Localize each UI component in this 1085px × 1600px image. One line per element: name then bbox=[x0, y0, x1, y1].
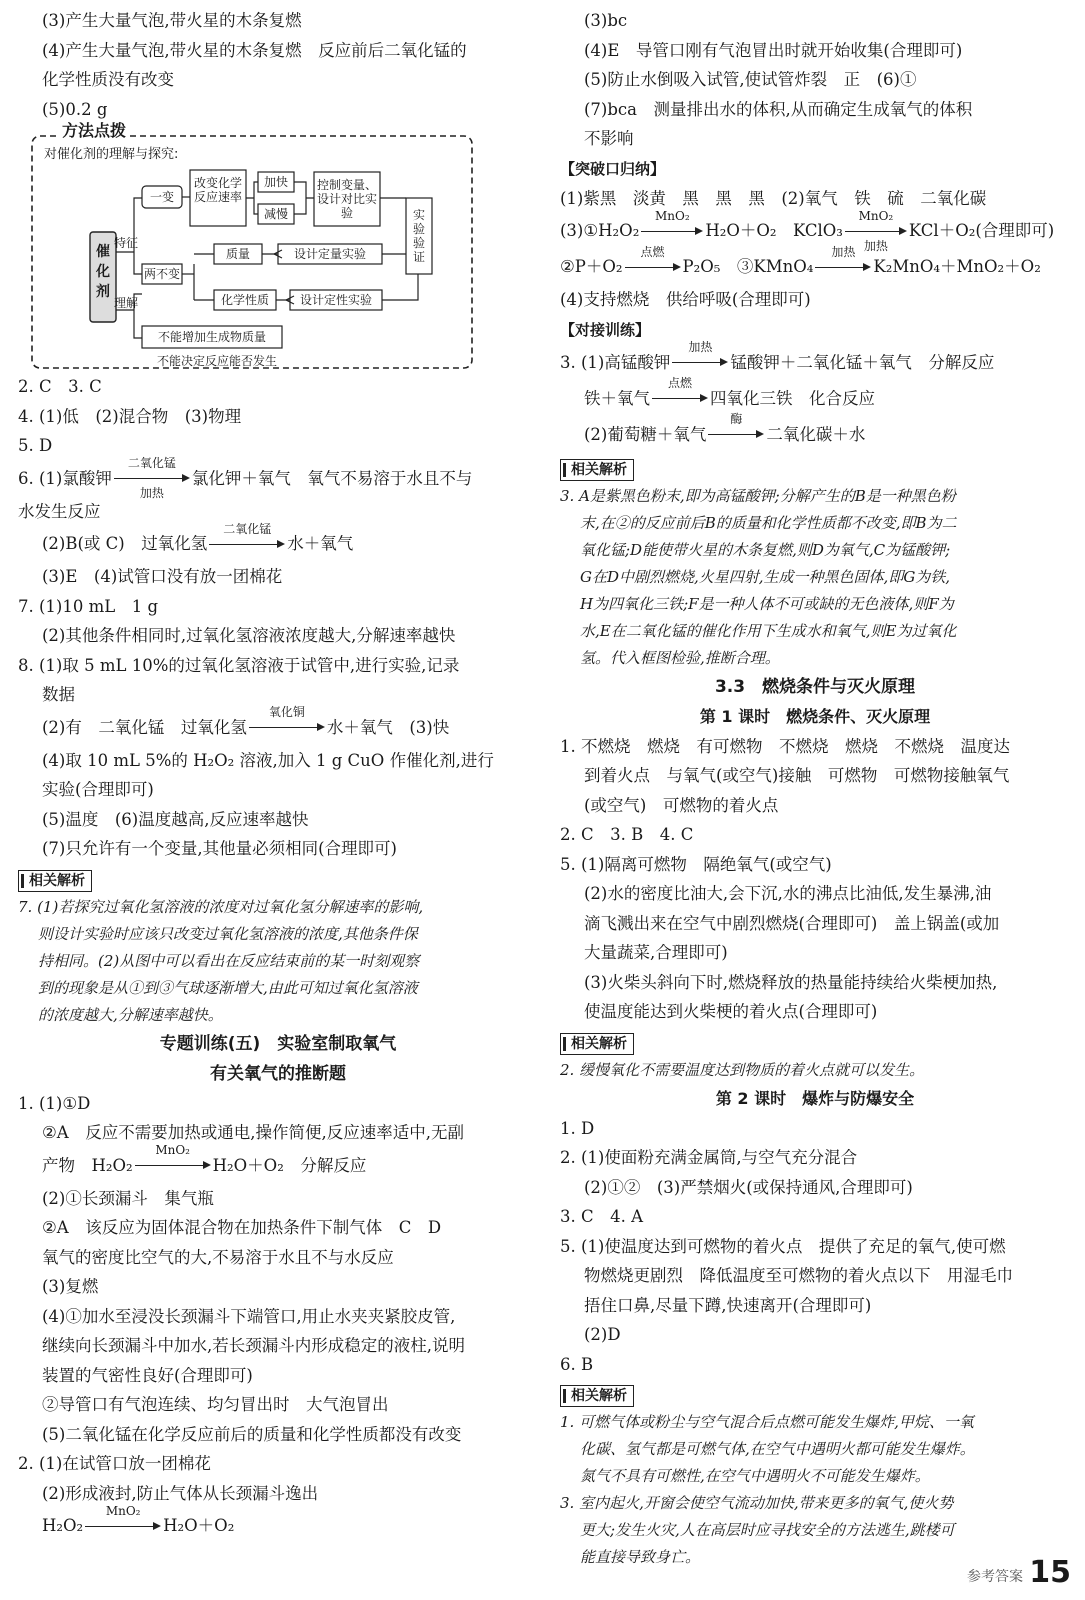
eq-text: 产物 H₂O₂ bbox=[42, 1155, 133, 1175]
feature-label: 特征 bbox=[114, 236, 139, 250]
note-line: 氢。代入框图检验,推断合理。 bbox=[580, 648, 780, 667]
answer-line: 5. (1)使温度达到可燃物的着火点 提供了充足的氧气,使可燃 bbox=[560, 1236, 1006, 1256]
answer-line: (4)E 导管口刚有气泡冒出时就开始收集(合理即可) bbox=[584, 40, 963, 60]
method-intro: 对催化剂的理解与探究: bbox=[44, 147, 179, 162]
answer-line: 3. C 4. A bbox=[560, 1207, 644, 1226]
answer-line: 1. (1)①D bbox=[18, 1093, 91, 1113]
arrow-condition: 氧化铜 bbox=[268, 705, 305, 719]
footer-label: 参考答案 bbox=[967, 1569, 1023, 1585]
answer-line: 1. D bbox=[560, 1118, 595, 1138]
answer-line: 水发生反应 bbox=[18, 501, 101, 521]
answer-line: (2)①长颈漏斗 集气瓶 bbox=[42, 1188, 214, 1208]
catalyst-label: 催化剂 bbox=[96, 244, 110, 300]
answer-line: ②A 该反应为固体混合物在加热条件下制气体 C D bbox=[42, 1218, 442, 1237]
note-line: 末,在②的反应前后B的质量和化学性质都不改变,即B为二 bbox=[580, 513, 957, 532]
change-rate: 改变化学反应速率 bbox=[193, 176, 242, 204]
reaction-arrow bbox=[641, 208, 703, 239]
answer-line: 大量蔬菜,合理即可) bbox=[584, 943, 728, 962]
answer-line: 数据 bbox=[42, 685, 75, 704]
answer-line: (或空气) 可燃物的着火点 bbox=[584, 795, 779, 815]
eq-text: (2)葡萄糖＋氧气 bbox=[584, 424, 707, 444]
note-line: 到的现象是从①到③气球逐渐增大,由此可知过氧化氢溶液 bbox=[38, 978, 418, 997]
chem-prop-label: 化学性质 bbox=[220, 293, 269, 307]
answer-line: 2. C 3. B 4. C bbox=[560, 825, 694, 844]
answer-line: 1. 不燃烧 燃烧 有可燃物 不燃烧 燃烧 不燃烧 温度达 bbox=[560, 736, 1010, 756]
reaction-arrow bbox=[708, 412, 764, 442]
note-line: 则设计实验时应该只改变过氧化氢溶液的浓度,其他条件保 bbox=[38, 924, 418, 943]
note-line: 化碳、氢气都是可燃气体,在空气中遇明火都可能发生爆炸。 bbox=[580, 1440, 975, 1458]
answer-line: 氧气的密度比空气的大,不易溶于水且不与水反应 bbox=[42, 1247, 394, 1267]
reaction-arrow bbox=[85, 1503, 161, 1534]
note-line: G在D中剧烈燃烧,火星四射,生成一种黑色固体,即G为铁, bbox=[580, 567, 951, 586]
equation-line bbox=[560, 340, 1070, 381]
reaction-arrow bbox=[114, 456, 190, 500]
eq-text: 6. (1)氯酸钾 bbox=[18, 468, 112, 488]
arrow-condition: 加热 bbox=[139, 486, 164, 500]
answer-line: (4)取 10 mL 5%的 H₂O₂ 溶液,加入 1 g CuO 作催化剂,进行 bbox=[42, 750, 494, 770]
answer-line: 使温度能达到火柴梗的着火点(合理即可) bbox=[584, 1002, 878, 1021]
note-line: 3. 室内起火,开窗会使空气流动加快,带来更多的氧气,使火势 bbox=[560, 1494, 954, 1512]
note-line: H为四氧化三铁;F是一种人体不可或缺的无色液体,则F为 bbox=[580, 594, 954, 613]
arrow-condition: MnO₂ bbox=[858, 208, 894, 223]
answer-line: (7)bca 测量排出水的体积,从而确定生成氧气的体积 bbox=[584, 99, 973, 119]
answer-line: 6. B bbox=[560, 1354, 594, 1374]
arrow-condition: 二氧化锰 bbox=[127, 456, 176, 470]
arrow-condition: 点燃 bbox=[640, 244, 665, 259]
no-increase-label: 不能增加生成物质量 bbox=[157, 330, 266, 344]
arrow-condition: MnO₂ bbox=[654, 208, 690, 223]
note-line: 氧化锰;D能使带火星的木条复燃,则D为氧气,C为锰酸钾; bbox=[580, 540, 951, 559]
answer-line: (3)E (4)试管口没有放一团棉花 bbox=[42, 567, 283, 586]
arrow-condition: 加热 bbox=[831, 244, 856, 259]
arrow-condition: 酶 bbox=[730, 412, 743, 426]
related-analysis-tag: 相关解析 bbox=[560, 459, 634, 481]
related-analysis-tag: 相关解析 bbox=[18, 870, 92, 892]
one-change: 一变 bbox=[149, 190, 174, 204]
arrow-condition: MnO₂ bbox=[105, 1503, 141, 1518]
two-no-change: 两不变 bbox=[143, 267, 180, 281]
reaction-arrow bbox=[845, 208, 907, 253]
eq-text: 四氧化三铁 化合反应 bbox=[710, 388, 875, 408]
equation-line bbox=[18, 521, 538, 562]
reaction-arrow bbox=[625, 244, 681, 275]
reaction-arrow bbox=[672, 340, 728, 370]
method-box bbox=[18, 121, 538, 372]
no-decide-label: 不能决定反应能否发生 bbox=[156, 354, 277, 368]
answer-line: 2. (1)使面粉充满金属筒,与空气充分混合 bbox=[560, 1148, 858, 1167]
answer-line: 8. (1)取 5 mL 10%的过氧化氢溶液于试管中,进行实验,记录 bbox=[18, 655, 460, 675]
answer-line: (5)二氧化锰在化学反应前后的质量和化学性质都没有改变 bbox=[42, 1424, 462, 1444]
quant-exp-label: 设计定量实验 bbox=[293, 247, 366, 261]
analysis-note bbox=[18, 894, 538, 1029]
section-title: 3.3 燃烧条件与灭火原理 bbox=[714, 676, 916, 697]
reaction-arrow bbox=[135, 1143, 211, 1173]
reaction-arrow bbox=[209, 521, 285, 552]
note-line: 3. A是紫黑色粉末,即为高锰酸钾;分解产生的B是一种黑色粉 bbox=[560, 486, 956, 505]
lesson-title: 第 2 课时 爆炸与防爆安全 bbox=[715, 1088, 915, 1108]
lesson-title: 第 1 课时 燃烧条件、灭火原理 bbox=[699, 706, 931, 726]
analysis-note: 2. 缓慢氧化不需要温度达到物质的着火点就可以发生。 bbox=[560, 1060, 925, 1079]
answer-line: 2. C 3. C bbox=[18, 377, 102, 396]
page-number: 15 bbox=[1029, 1555, 1071, 1590]
answer-line: 4. (1)低 (2)混合物 (3)物理 bbox=[18, 406, 242, 426]
answer-line: 7. (1)10 mL 1 g bbox=[18, 596, 159, 616]
answer-line: 2. (1)在试管口放一团棉花 bbox=[18, 1454, 211, 1473]
qual-exp-label: 设计定性实验 bbox=[299, 293, 372, 307]
eq-text: H₂O＋O₂ KClO₃ bbox=[705, 221, 843, 240]
analysis-note bbox=[560, 1409, 1070, 1571]
equation-line bbox=[18, 456, 538, 500]
answer-line: 滴飞溅出来在空气中剧烈燃烧(合理即可) 盖上锅盖(或加 bbox=[584, 913, 1000, 933]
eq-text: (3)①H₂O₂ bbox=[560, 221, 640, 240]
answer-line: (4)支持燃烧 供给呼吸(合理即可) bbox=[560, 290, 811, 309]
answer-line: (2)水的密度比油大,会下沉,水的沸点比油低,发生暴沸,油 bbox=[584, 884, 992, 903]
note-line: 氮气不具有可燃性,在空气中遇明火不可能发生爆炸。 bbox=[580, 1467, 930, 1485]
eq-text: 铁＋氧气 bbox=[584, 388, 650, 408]
answer-line: (1)紫黑 淡黄 黑 黑 黑 (2)氧气 铁 硫 二氧化碳 bbox=[560, 188, 987, 208]
eq-text: KCl＋O₂(合理即可) bbox=[908, 221, 1055, 240]
eq-text: 二氧化碳＋水 bbox=[766, 424, 866, 444]
answer-line: 到着火点 与氧气(或空气)接触 可燃物 可燃物接触氧气 bbox=[584, 766, 1010, 785]
equation-line bbox=[18, 705, 538, 746]
eq-text: K₂MnO₄＋MnO₂＋O₂ bbox=[873, 257, 1041, 276]
answer-line: 实验(合理即可) bbox=[42, 780, 154, 799]
understand-label: 理解 bbox=[114, 296, 139, 310]
mass-label: 质量 bbox=[225, 247, 250, 261]
equation-line bbox=[560, 244, 1070, 285]
answer-line: 捂住口鼻,尽量下蹲,快速离开(合理即可) bbox=[584, 1295, 872, 1315]
arrow-condition: 点燃 bbox=[667, 376, 692, 390]
eq-text: H₂O＋O₂ 分解反应 bbox=[212, 1155, 367, 1175]
eq-text: 氯化钾＋氧气 氧气不易溶于水且不与 bbox=[191, 468, 473, 488]
left-column bbox=[18, 6, 538, 1544]
eq-text: 水＋氧气 (3)快 bbox=[326, 717, 450, 737]
equation-line bbox=[18, 1143, 538, 1184]
arrow-condition: 二氧化锰 bbox=[223, 521, 272, 536]
link-training-heading: 【对接训练】 bbox=[560, 320, 651, 339]
answer-line: (3)bc bbox=[584, 11, 628, 30]
section-title: 专题训练(五) 实验室制取氧气 bbox=[159, 1033, 397, 1054]
eq-text: P₂O₅ ③KMnO₄ bbox=[682, 257, 814, 276]
answer-line: 物燃烧更剧烈 降低温度至可燃物的着火点以下 用湿毛巾 bbox=[584, 1266, 1013, 1285]
method-title: 方法点拨 bbox=[58, 124, 130, 138]
eq-text: 3. (1)高锰酸钾 bbox=[560, 352, 671, 372]
answer-line: (5)0.2 g bbox=[42, 99, 108, 119]
note-line: 持相同。(2)从图中可以看出在反应结束前的某一时刻观察 bbox=[38, 951, 420, 970]
eq-text: (2)有 二氧化锰 过氧化氢 bbox=[42, 717, 247, 737]
note-line: 能直接导致身亡。 bbox=[580, 1548, 701, 1566]
answer-line: (2)形成液封,防止气体从长颈漏斗逸出 bbox=[42, 1483, 319, 1503]
related-analysis-tag: 相关解析 bbox=[560, 1385, 634, 1407]
answer-line: (2)D bbox=[584, 1325, 621, 1344]
answer-line: (2)①② (3)严禁烟火(或保持通风,合理即可) bbox=[584, 1177, 913, 1197]
answer-line: 不影响 bbox=[584, 129, 634, 148]
answer-line: 5. (1)隔离可燃物 隔绝氧气(或空气) bbox=[560, 854, 832, 874]
arrow-condition: 加热 bbox=[688, 340, 713, 354]
right-column bbox=[560, 6, 1070, 1571]
related-analysis-tag: 相关解析 bbox=[560, 1033, 634, 1055]
section-subtitle: 有关氧气的推断题 bbox=[210, 1063, 346, 1084]
arrow-condition: MnO₂ bbox=[155, 1143, 190, 1157]
speed-up: 加快 bbox=[263, 175, 288, 189]
note-line: 的浓度越大,分解速率越快。 bbox=[38, 1005, 223, 1024]
experiment-verify: 实验验证 bbox=[412, 208, 425, 264]
answer-line: (2)其他条件相同时,过氧化氢溶液浓度越大,分解速率越快 bbox=[42, 626, 456, 645]
equation-line bbox=[18, 1503, 538, 1544]
answer-line: 继续向长颈漏斗中加水,若长颈漏斗内形成稳定的液柱,说明 bbox=[42, 1336, 465, 1355]
answer-line: (7)只允许有一个变量,其他量必须相同(合理即可) bbox=[42, 839, 397, 858]
answer-line: (3)产生大量气泡,带火星的木条复燃 bbox=[42, 11, 302, 30]
eq-text: 水＋氧气 bbox=[287, 534, 354, 553]
answer-line: ②导管口有气泡连续、均匀冒出时 大气泡冒出 bbox=[42, 1395, 389, 1414]
eq-text: H₂O₂ bbox=[42, 1516, 84, 1535]
answer-line: (5)温度 (6)温度越高,反应速率越快 bbox=[42, 809, 309, 829]
answer-line: 化学性质没有改变 bbox=[42, 70, 174, 89]
eq-text: H₂O＋O₂ bbox=[163, 1516, 235, 1535]
eq-text: 锰酸钾＋二氧化锰＋氧气 分解反应 bbox=[730, 352, 995, 372]
answer-line: (3)火柴头斜向下时,燃烧释放的热量能持续给火柴梗加热, bbox=[584, 972, 998, 992]
breakthrough-heading: 【突破口归纳】 bbox=[560, 159, 666, 178]
note-line: 更大;发生火灾,人在高层时应寻找安全的方法逃生,跳楼可 bbox=[580, 1521, 955, 1539]
equation-line bbox=[560, 376, 1070, 417]
eq-text: (2)B(或 C) 过氧化氢 bbox=[42, 534, 208, 553]
answer-line: ②A 反应不需要加热或通电,操作简便,反应速率适中,无副 bbox=[42, 1123, 464, 1142]
control-variables: 控制变量、设计对比实验 bbox=[316, 178, 377, 220]
note-line: 1. 可燃气体或粉尘与空气混合后点燃可能发生爆炸,甲烷、一氧 bbox=[560, 1413, 974, 1431]
answer-line: (3)复燃 bbox=[42, 1277, 99, 1296]
note-line: 7. (1)若探究过氧化氢溶液的浓度对过氧化氢分解速率的影响, bbox=[18, 897, 424, 916]
analysis-note bbox=[560, 483, 1070, 672]
slow-down: 减慢 bbox=[263, 207, 288, 221]
answer-line: 装置的气密性良好(合理即可) bbox=[42, 1365, 253, 1385]
note-line: 水,E在二氧化锰的催化作用下生成水和氧气,则E为过氧化 bbox=[580, 621, 957, 640]
reaction-arrow bbox=[652, 376, 708, 406]
reaction-arrow bbox=[249, 705, 325, 735]
equation-line bbox=[560, 412, 1070, 453]
answer-line: (4)①加水至浸没长颈漏斗下端管口,用止水夹夹紧胶皮管, bbox=[42, 1306, 456, 1326]
answer-line: (5)防止水倒吸入试管,使试管炸裂 正 (6)① bbox=[584, 70, 917, 89]
answer-line: (4)产生大量气泡,带火星的木条复燃 反应前后二氧化锰的 bbox=[42, 40, 467, 60]
answer-line: 5. D bbox=[18, 436, 53, 455]
arrow-condition: 加热 bbox=[863, 238, 888, 253]
reaction-arrow bbox=[815, 244, 871, 275]
eq-text: ②P＋O₂ bbox=[560, 257, 623, 276]
